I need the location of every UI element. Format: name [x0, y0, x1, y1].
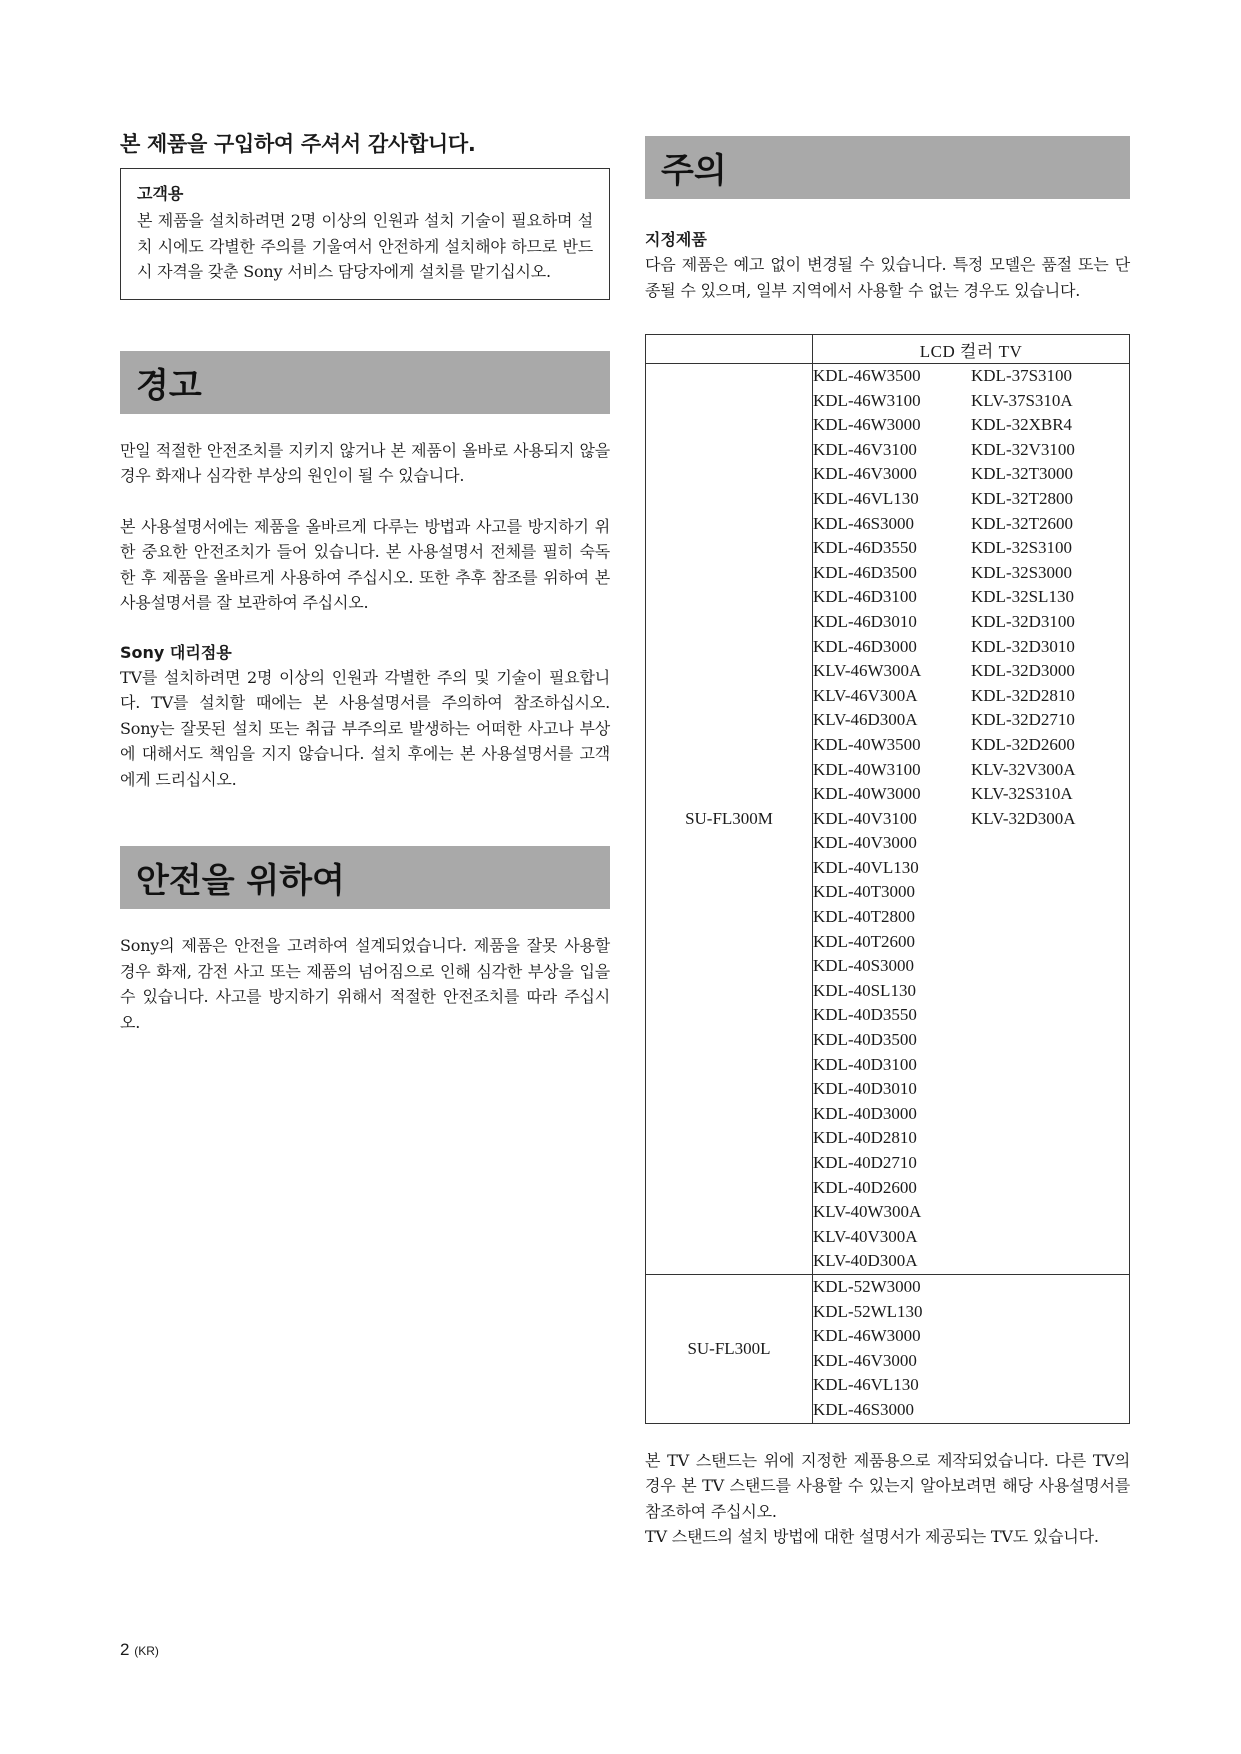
warning-paragraph-1: 만일 적절한 안전조치를 지키지 않거나 본 제품이 올바로 사용되지 않을 경우 화재나 심각한 부상의 원인이 될 수 있습니다. [120, 440, 610, 485]
tv-model-item: KDL-32SL130 [971, 587, 1074, 607]
tv-model-item: KDL-32T3000 [971, 464, 1073, 484]
table-row [646, 1274, 1130, 1423]
tv-model-item: KDL-40D3500 [813, 1030, 917, 1050]
tv-model-list-cell [813, 364, 1130, 1275]
tv-model-item: KDL-52W3000 [813, 1276, 921, 1296]
stand-model-cell: SU-FL300M [646, 364, 813, 1275]
tv-model-item: KDL-46V3000 [813, 464, 917, 484]
caution-title: 주의 [645, 136, 1130, 199]
designated-heading: 지정제품 [645, 230, 707, 249]
tv-model-column [813, 1275, 971, 1423]
tv-model-item: KDL-32XBR4 [971, 415, 1073, 435]
page-region-label: (KR) [134, 1644, 159, 1658]
tv-model-item: KDL-32S3100 [971, 538, 1073, 558]
table-header-row [646, 335, 1130, 364]
tv-model-item: KLV-40D300A [813, 1251, 918, 1271]
stand-usage-note: 본 TV 스탠드는 위에 지정한 제품용으로 제작되었습니다. 다른 TV의 경우 본 TV 스탠드를 사용할 수 있는지 알아보려면 해당 사용설명서를 참조하여 주십시오. [645, 1450, 1130, 1521]
tv-model-item: KDL-46D3000 [813, 636, 917, 656]
page-number [120, 1640, 159, 1660]
tv-model-item: KDL-46W3000 [813, 1326, 921, 1346]
tv-model-item: KDL-32D3010 [971, 636, 1075, 656]
tv-model-item: KDL-40D2600 [813, 1177, 917, 1197]
installation-guide-note: TV 스탠드의 설치 방법에 대한 설명서가 제공되는 TV도 있습니다. [645, 1527, 1099, 1547]
tv-model-item: KDL-46V3100 [813, 439, 917, 459]
tv-model-item: KLV-46D300A [813, 710, 918, 730]
tv-model-item: KLV-32S310A [971, 784, 1073, 804]
tv-model-item: KDL-40D3550 [813, 1005, 917, 1025]
thanks-title: 본 제품을 구입하여 주셔서 감사합니다. [120, 132, 476, 156]
tv-model-item: KDL-40W3000 [813, 784, 921, 804]
page-number-value: 2 [120, 1640, 130, 1659]
tv-model-item: KDL-32T2600 [971, 513, 1073, 533]
tv-model-item: KDL-40D3100 [813, 1054, 917, 1074]
tv-model-item: KDL-46VL130 [813, 1375, 919, 1395]
tv-model-item: KLV-46W300A [813, 661, 922, 681]
customer-notice-box [120, 168, 610, 300]
tv-model-item: KDL-40D2710 [813, 1153, 917, 1172]
tv-model-column [971, 1275, 1129, 1423]
compatible-models-table [645, 334, 1130, 1424]
tv-model-item: KDL-32S3000 [971, 562, 1073, 582]
tv-model-item: KDL-40S3000 [813, 956, 915, 976]
tv-model-item: KDL-46VL130 [813, 488, 919, 508]
tv-model-item: KDL-32D3000 [971, 661, 1075, 681]
tv-model-column [971, 364, 1129, 1274]
tv-model-item: KDL-46W3100 [813, 390, 921, 410]
tv-model-item: KLV-37S310A [971, 390, 1073, 410]
designated-text: 다음 제품은 예고 없이 변경될 수 있습니다. 특정 모델은 품절 또는 단종될 수 있으며, 일부 지역에서 사용할 수 없는 경우도 있습니다. [645, 255, 1130, 300]
tv-model-item: KDL-46D3100 [813, 587, 917, 607]
tv-model-item: KDL-40T2800 [813, 907, 915, 927]
stand-model-cell: SU-FL300L [646, 1274, 813, 1423]
tv-model-item: KDL-40V3000 [813, 833, 917, 853]
dealer-text: TV를 설치하려면 2명 이상의 인원과 각별한 주의 및 기술이 필요합니다. TV를 설치할 때에는 본 사용설명서를 주의하여 참조하십시오. Sony는 잘못된 설치 또는 취급 부주의로 발생하는 어떠한 사고나 부상에 대해서도 책임을 지지 않습니다. 설치 후에는 본 사용설명서를 고객에게 드리십시오. [120, 667, 610, 789]
tv-model-item: KDL-40VL130 [813, 857, 919, 877]
tv-model-item: KLV-32D300A [971, 808, 1076, 828]
customer-heading: 고객용 [137, 184, 184, 203]
tv-model-item: KLV-46V300A [813, 685, 918, 705]
tv-model-item: KDL-32D2710 [971, 710, 1075, 730]
safety-text: Sony의 제품은 안전을 고려하여 설계되었습니다. 제품을 잘못 사용할 경우 화재, 감전 사고 또는 제품의 넘어짐으로 인해 심각한 부상을 입을 수 있습니다. 사고를 방지하기 위해서 적절한 안전조치를 따라 주십시오. [120, 936, 610, 1032]
tv-model-item: KDL-32D2810 [971, 685, 1075, 705]
tv-model-item: KDL-40D2810 [813, 1128, 917, 1148]
warning-title: 경고 [120, 351, 610, 414]
tv-model-column [813, 364, 971, 1274]
tv-model-item: KDL-52WL130 [813, 1301, 923, 1321]
tv-model-item: KLV-40W300A [813, 1202, 922, 1222]
tv-model-item: KDL-32T2800 [971, 488, 1073, 508]
tv-model-item: KDL-46S3000 [813, 1399, 915, 1419]
table-header-empty-cell [646, 335, 813, 364]
tv-model-item: KDL-37S3100 [971, 366, 1073, 385]
left-column [120, 128, 610, 1035]
tv-model-item: KDL-40D3010 [813, 1079, 917, 1099]
tv-model-item: KDL-40W3100 [813, 759, 921, 779]
tv-model-item: KLV-40V300A [813, 1226, 918, 1246]
tv-model-item: KDL-40T3000 [813, 882, 915, 902]
tv-model-item: KDL-46V3000 [813, 1350, 917, 1370]
table-header-cell: LCD 컬러 TV [813, 335, 1130, 364]
safety-title: 안전을 위하여 [120, 846, 610, 909]
tv-model-item: KDL-40V3100 [813, 808, 917, 828]
right-column [645, 136, 1130, 1550]
tv-model-item: KDL-46W3500 [813, 366, 921, 385]
tv-model-item: KDL-46D3550 [813, 538, 917, 558]
customer-text: 본 제품을 설치하려면 2명 이상의 인원과 설치 기술이 필요하며 설치 시에도 각별한 주의를 기울여서 안전하게 설치해야 하므로 반드시 자격을 갖춘 Sony 서비스 담당자에게 설치를 맡기십시오. [137, 211, 593, 281]
tv-model-item: KDL-46W3000 [813, 415, 921, 435]
table-row [646, 364, 1130, 1275]
warning-paragraph-2: 본 사용설명서에는 제품을 올바르게 다루는 방법과 사고를 방지하기 위한 중요한 안전조치가 들어 있습니다. 본 사용설명서 전체를 필히 숙독한 후 제품을 올바르게 사용하여 주십시오. 또한 추후 참조를 위하여 본 사용설명서를 잘 보관하여 주십시오. [120, 516, 610, 612]
tv-model-item: KDL-46D3010 [813, 611, 917, 631]
tv-model-item: KDL-40SL130 [813, 980, 916, 1000]
tv-model-item: KDL-40T2600 [813, 931, 915, 951]
tv-model-item: KDL-32D2600 [971, 734, 1075, 754]
tv-model-item: KDL-40W3500 [813, 734, 921, 754]
tv-model-item: KDL-32V3100 [971, 439, 1075, 459]
tv-model-item: KLV-32V300A [971, 759, 1076, 779]
tv-model-item: KDL-46S3000 [813, 513, 915, 533]
tv-model-item: KDL-46D3500 [813, 562, 917, 582]
tv-model-item: KDL-32D3100 [971, 611, 1075, 631]
tv-model-item: KDL-40D3000 [813, 1103, 917, 1123]
dealer-heading: Sony 대리점용 [120, 642, 232, 662]
tv-model-list-cell [813, 1274, 1130, 1423]
